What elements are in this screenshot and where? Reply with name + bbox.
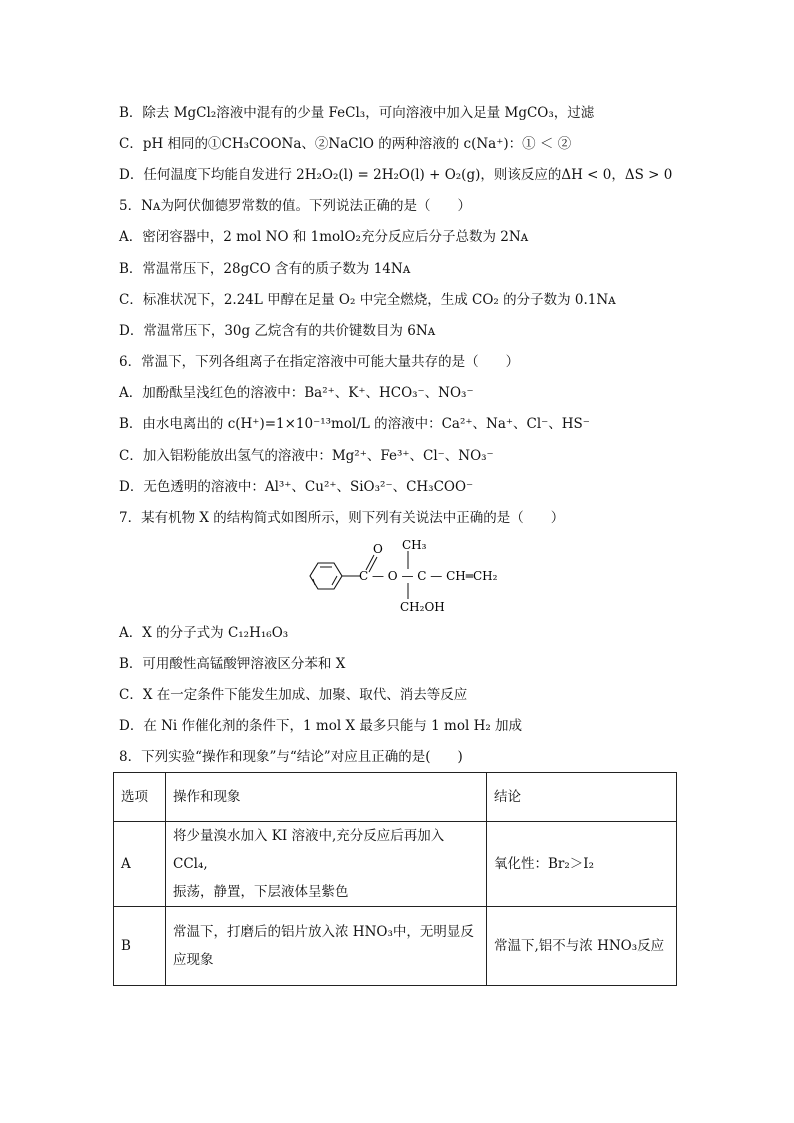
methyl-label: CH₃ — [402, 538, 427, 552]
header-operation: 操作和现象 — [166, 773, 487, 822]
q7-option-c: C．X 在一定条件下能发生加成、加聚、取代、消去等反应 — [119, 687, 468, 703]
q6-option-b: B．由水电离出的 c(H⁺)=1×10⁻¹³mol/L 的溶液中：Ca²⁺、Na⁺、Cl⁻、HS⁻ — [119, 416, 590, 432]
row-conclusion: 氧化性：Br₂＞I₂ — [487, 822, 677, 907]
row-operation-line: 常温下，打磨后的铝片放入浓 HNO₃中，无明显反 — [173, 924, 474, 940]
carbonyl-double-bond — [366, 555, 374, 570]
carbonyl-oxygen-label: O — [373, 542, 383, 556]
q6-option-c: C．加入铝粉能放出氢气的溶液中：Mg²⁺、Fe³⁺、Cl⁻、NO₃⁻ — [119, 448, 494, 464]
question-5-stem: 5．Nᴀ为阿伏伽德罗常数的值。下列说法正确的是（ ） — [119, 198, 472, 214]
q5-option-c: C．标准状况下，2.24L 甲醇在足量 O₂ 中完全燃烧，生成 CO₂ 的分子数为 0.1Nᴀ — [119, 292, 616, 308]
q5-option-a: A．密闭容器中，2 mol NO 和 1molO₂充分反应后分子总数为 2Nᴀ — [119, 229, 529, 245]
q7-option-d: D．在 Ni 作催化剂的条件下，1 mol X 最多只能与 1 mol H₂ 加成 — [119, 718, 523, 734]
q7-option-b: B．可用酸性高锰酸钾溶液区分苯和 X — [119, 656, 346, 672]
q5-option-d: D．常温常压下，30g 乙烷含有的共价键数目为 6Nᴀ — [119, 323, 436, 339]
row-conclusion: 常温下,铝不与浓 HNO₃反应 — [487, 907, 677, 986]
main-chain-label: C — O — C — CH═CH₂ — [359, 569, 498, 583]
structure-formula-diagram — [300, 535, 500, 615]
question-6-stem: 6．常温下，下列各组离子在指定溶液中可能大量共存的是（ ） — [119, 354, 520, 370]
table-row — [114, 822, 677, 907]
row-operation-line: 将少量溴水加入 KI 溶液中,充分反应后再加入 CCl₄, — [173, 828, 445, 872]
q5-option-b: B．常温常压下，28gCO 含有的质子数为 14Nᴀ — [119, 261, 411, 277]
q6-option-d: D．无色透明的溶液中：Al³⁺、Cu²⁺、SiO₃²⁻、CH₃COO⁻ — [119, 479, 474, 495]
row-operation — [166, 907, 487, 986]
ch2oh-label: CH₂OH — [400, 600, 445, 614]
row-operation-line: 振荡，静置，下层液体呈紫色 — [173, 884, 349, 900]
row-option: A — [114, 822, 166, 907]
q7-option-a: A．X 的分子式为 C₁₂H₁₆O₃ — [119, 625, 289, 641]
question-8-stem: 8．下列实验“操作和现象”与“结论”对应且正确的是( ) — [119, 749, 463, 765]
table-header-row — [114, 773, 677, 822]
header-conclusion: 结论 — [487, 773, 677, 822]
header-option: 选项 — [114, 773, 166, 822]
q6-option-a: A．加酚酞呈浅红色的溶液中：Ba²⁺、K⁺、HCO₃⁻、NO₃⁻ — [119, 385, 474, 401]
ring-double-bond — [332, 576, 337, 585]
row-operation-line: 应现象 — [173, 952, 214, 968]
q4-option-b: B．除去 MgCl₂溶液中混有的少量 FeCl₃，可向溶液中加入足量 MgCO₃，过滤 — [119, 105, 595, 121]
row-option: B — [114, 907, 166, 986]
question-7-stem: 7．某有机物 X 的结构简式如图所示，则下列有关说法中正确的是（ ） — [119, 510, 565, 526]
q4-option-c: C．pH 相同的①CH₃COONa、②NaClO 的两种溶液的 c(Na⁺)：① ＜ ② — [119, 136, 572, 152]
row-operation — [166, 822, 487, 907]
experiment-table — [113, 772, 677, 986]
table-row — [114, 907, 677, 986]
q4-option-d: D．任何温度下均能自发进行 2H₂O₂(l) = 2H₂O(l) + O₂(g)，则该反应的ΔH < 0，ΔS > 0 — [119, 167, 673, 183]
